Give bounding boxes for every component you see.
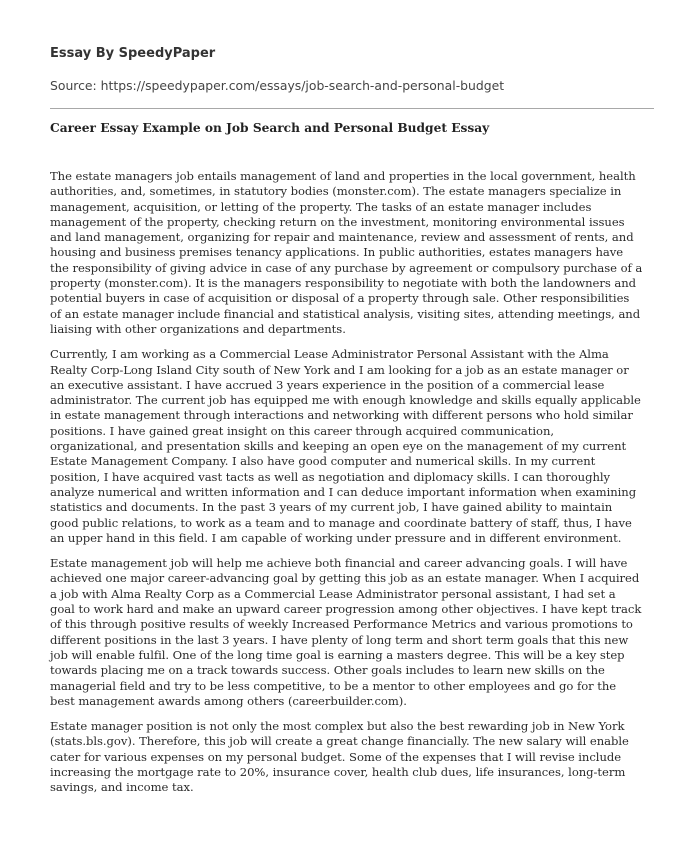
text-line: and land management, organizing for repair and maintenance, review and assessment of rents, and — [50, 230, 634, 245]
essay-title: Career Essay Example on Job Search and Personal Budget Essay — [50, 121, 490, 135]
text-line: an executive assistant. I have accrued 3 years experience in the position of a commercial lease — [50, 377, 605, 392]
text-line: of this through positive results of weekly Increased Performance Metrics and various promotions to — [50, 617, 633, 632]
text-line: The estate managers job entails management of land and properties in the local government, health — [50, 169, 636, 183]
text-line: analyze numerical and written information and I can deduce important information when examining — [50, 484, 637, 499]
text-line: management of the property, checking return on the investment, monitoring environmental issues — [50, 214, 625, 229]
text-line: liaising with other organizations and departments. — [50, 321, 346, 336]
text-line: best management awards among others (careerbuilder.com). — [50, 693, 407, 708]
text-line: increasing the mortgage rate to 20%, insurance cover, health club dues, life insurances, long-term — [50, 764, 626, 779]
text-line: (stats.bls.gov). Therefore, this job will create a great change financially. The new salary will enable — [50, 734, 629, 749]
text-line: positions. I have gained great insight on this career through acquired communication, — [50, 423, 555, 438]
text-line: different positions in the last 3 years. I have plenty of long term and short term goals that this new — [50, 632, 629, 647]
text-line: Estate manager position is not only the most complex but also the best rewarding job in New York — [50, 719, 625, 734]
text-line: towards placing me on a track towards success. Other goals includes to learn new skills on the — [50, 663, 605, 678]
text-line: an upper hand in this field. I am capable of working under pressure and in different environment. — [50, 530, 622, 545]
text-line: position, I have acquired vast tacts as well as negotiation and diplomacy skills. I can thoroughly — [50, 469, 611, 484]
text-line: statistics and documents. In the past 3 years of my current job, I have gained ability to maintain — [50, 500, 613, 515]
essay-paragraph — [50, 719, 654, 795]
essay-paragraph — [50, 169, 654, 337]
essay-paragraph — [50, 347, 654, 546]
text-line: managerial field and try to be less competitive, to be a mentor to other employees and go for the — [50, 678, 617, 693]
header-divider — [50, 108, 654, 109]
text-line: administrator. The current job has equipped me with enough knowledge and skills equally applicable — [50, 393, 641, 408]
text-line: good public relations, to work as a team and to manage and coordinate battery of staff, thus, I have — [50, 515, 632, 530]
text-line: savings, and income tax. — [50, 780, 194, 795]
text-line: housing and business premises tenancy applications. In public authorities, estates managers have — [50, 245, 624, 260]
text-line: job will enable fulfil. One of the long time goal is earning a masters degree. This will be a key step — [50, 647, 625, 662]
text-line: property (monster.com). It is the managers responsibility to negotiate with both the landowners and — [50, 276, 637, 291]
source-link-text[interactable]: Source: https://speedypaper.com/essays/job-search-and-personal-budget — [50, 78, 505, 93]
text-line: in estate management through interactions and networking with different persons who hold similar — [50, 408, 633, 423]
text-line: authorities, and, sometimes, in statutory bodies (monster.com). The estate managers specialize in — [50, 184, 622, 199]
text-line: potential buyers in case of acquisition or disposal of a property through sale. Other responsibilities — [50, 291, 630, 306]
text-line: achieved one major career-advancing goal by getting this job as an estate manager. When I acquired — [50, 571, 640, 586]
text-line: management, acquisition, or letting of the property. The tasks of an estate manager includes — [50, 199, 592, 214]
text-line: Estate management job will help me achieve both financial and career advancing goals. I will have — [50, 556, 628, 571]
text-line: of an estate manager include financial and statistical analysis, visiting sites, attending meetings, and — [50, 306, 641, 321]
text-line: goal to work hard and make an upward career progression among other objectives. I have kept track — [50, 602, 642, 617]
text-line: a job with Alma Realty Corp as a Commercial Lease Administrator personal assistant, I had set a — [50, 586, 616, 601]
text-line: Currently, I am working as a Commercial Lease Administrator Personal Assistant with the Alma — [50, 347, 609, 362]
text-line: Estate Management Company. I also have good computer and numerical skills. In my current — [50, 454, 596, 469]
essay-paragraph — [50, 556, 654, 709]
text-line: cater for various expenses on my personal budget. Some of the expenses that I will revise include — [50, 749, 622, 764]
text-line: Realty Corp-Long Island City south of New York and I am looking for a job as an estate manager or — [50, 362, 629, 377]
text-line: the responsibility of giving advice in case of any purchase by agreement or compulsory purchase of a — [50, 260, 643, 275]
essay-page — [50, 46, 654, 795]
essay-body — [50, 169, 654, 806]
essay-by-heading: Essay By SpeedyPaper — [50, 46, 216, 61]
text-line: organizational, and presentation skills and keeping an open eye on the management of my current — [50, 439, 627, 454]
